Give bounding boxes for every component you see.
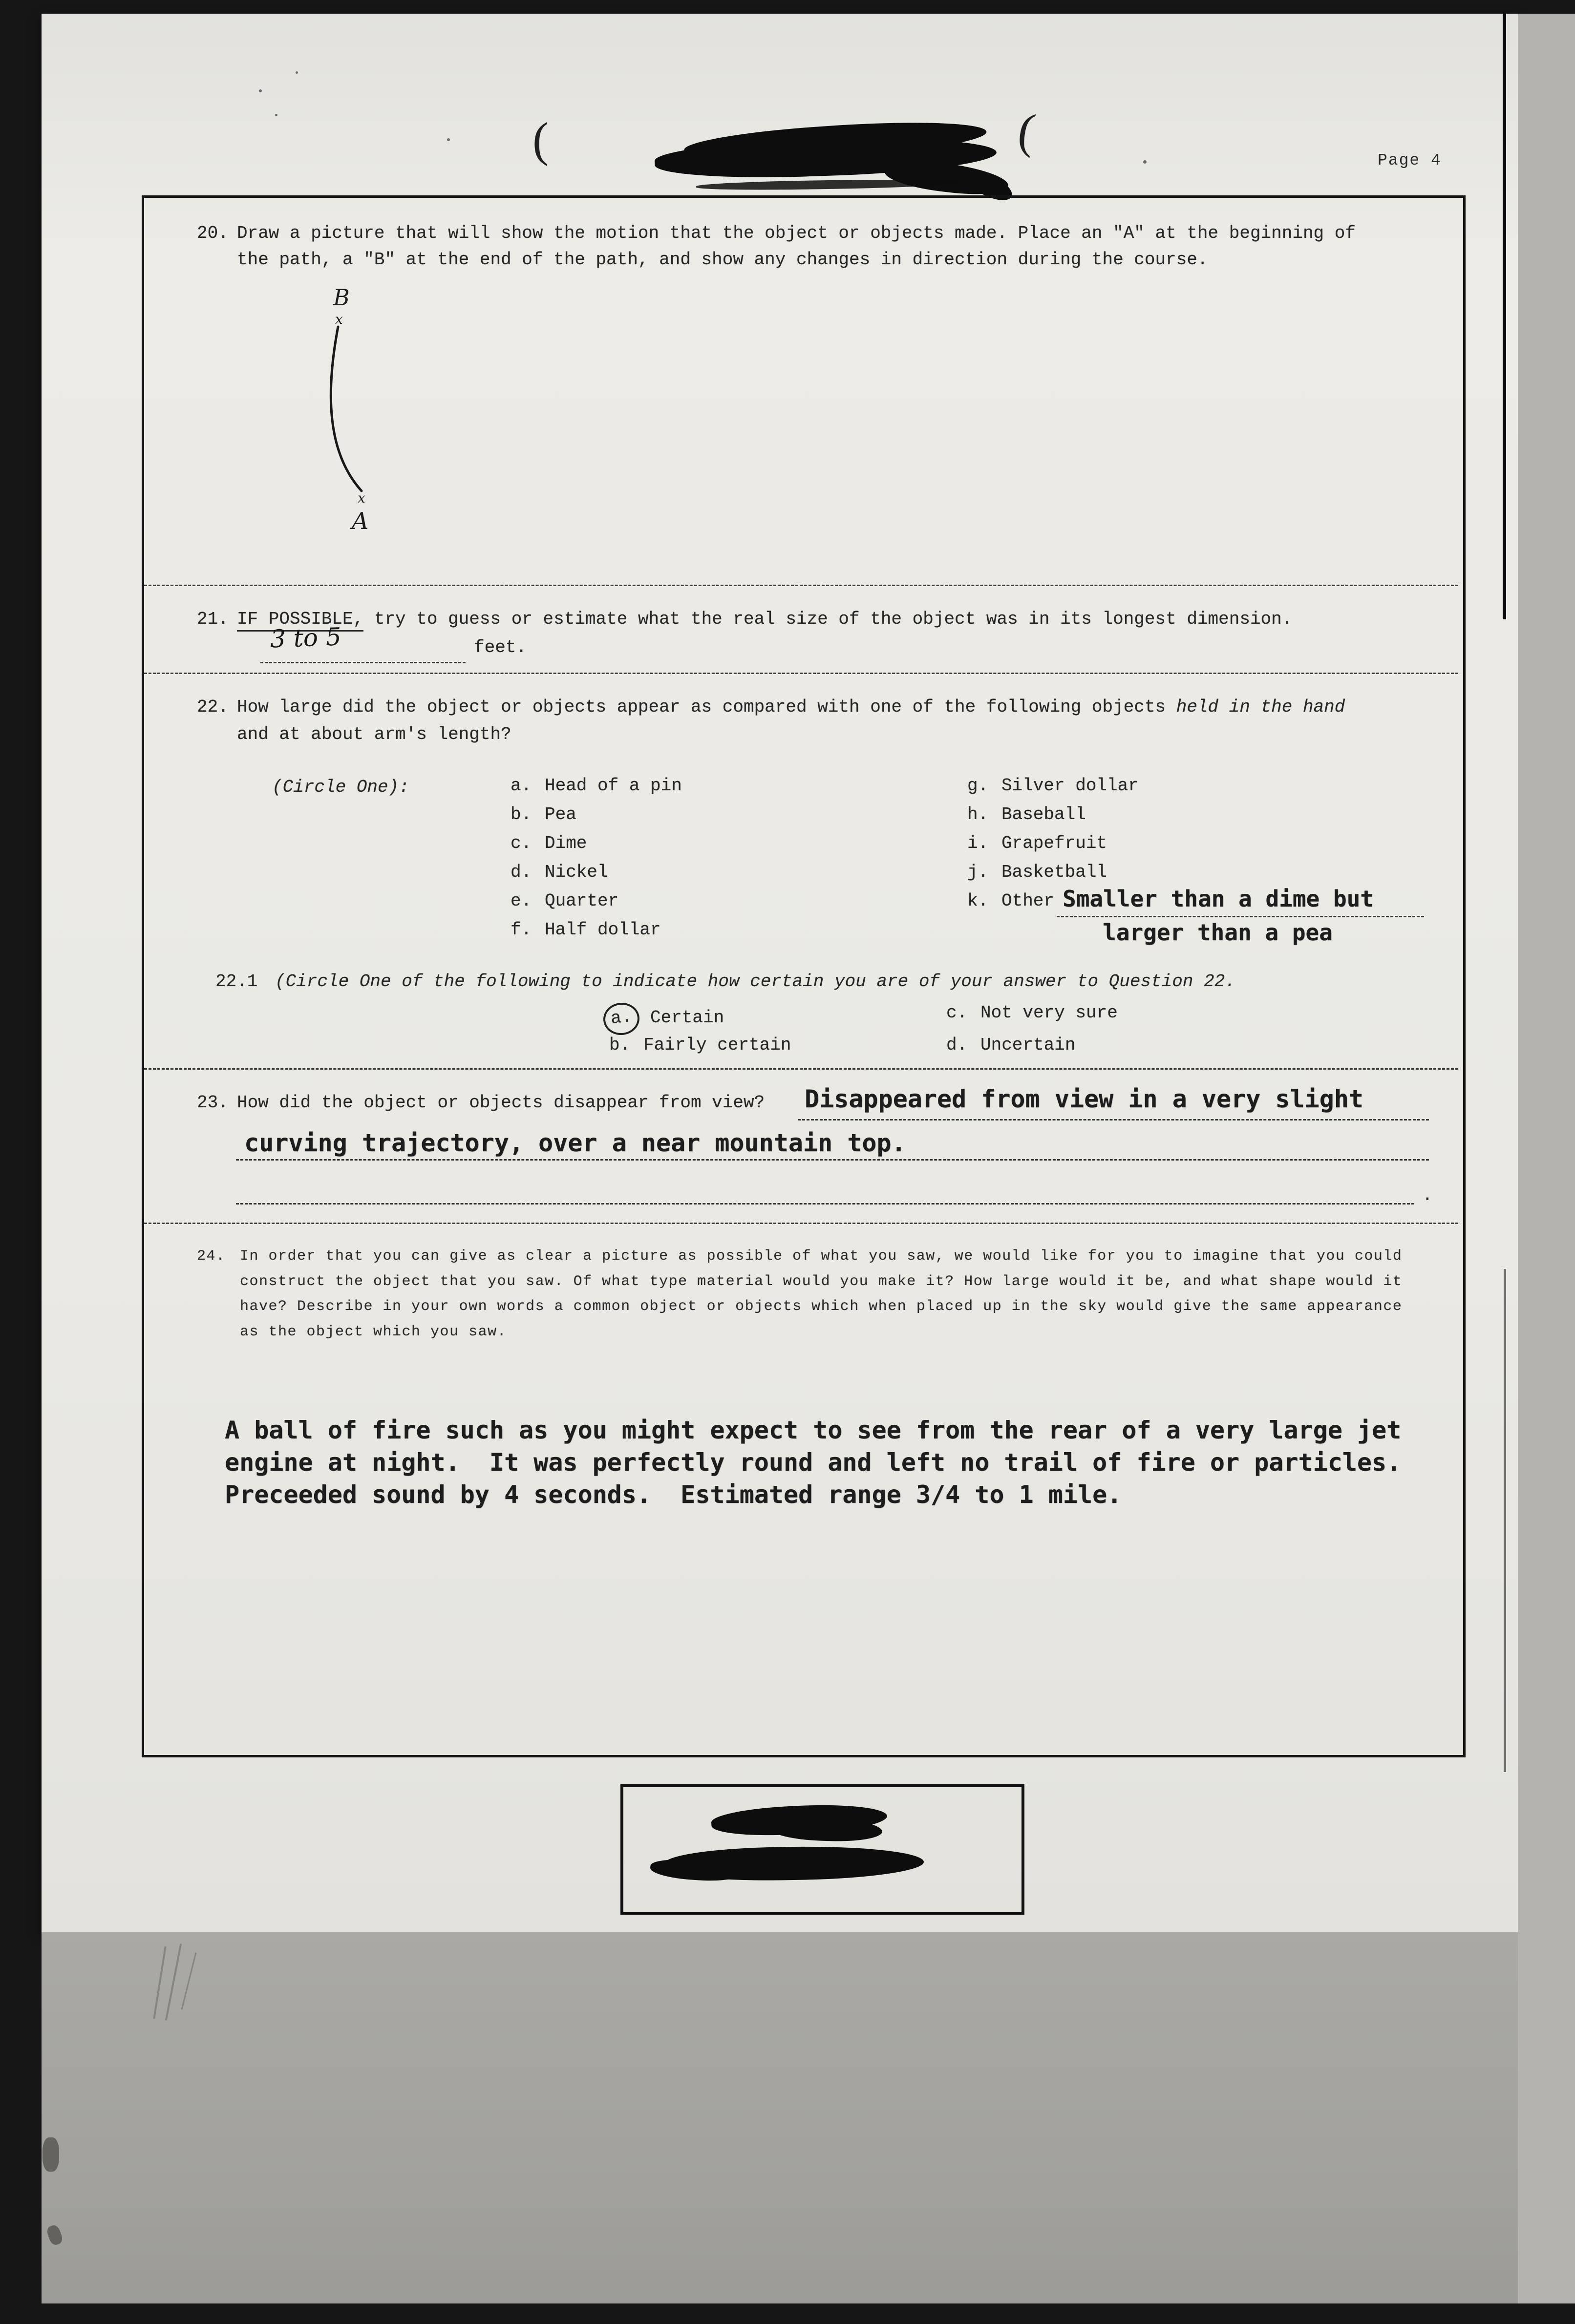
separator-line bbox=[144, 585, 1458, 586]
option-label: Fairly certain bbox=[643, 1035, 791, 1055]
page-number: Page 4 bbox=[1378, 151, 1442, 169]
option-label: Nickel bbox=[545, 862, 608, 882]
q23-trailing-period: . bbox=[1422, 1185, 1433, 1205]
q21-number: 21. bbox=[197, 609, 229, 629]
q24-number: 24. bbox=[197, 1248, 226, 1265]
q22-option-k bbox=[967, 891, 1054, 911]
option-label: Dime bbox=[545, 833, 587, 853]
q22-1-option-a-circled bbox=[603, 1003, 724, 1035]
option-letter: c. bbox=[946, 1003, 968, 1023]
scan-line-right bbox=[1503, 14, 1506, 619]
option-label: Certain bbox=[650, 1008, 724, 1028]
q20-text: Draw a picture that will show the motion that the object or objects made. Place an "A" at the beginning of the path, a "B" at the end of the path, and show any changes in direction during the course. bbox=[237, 223, 1356, 270]
scan-scratch bbox=[181, 1952, 197, 2009]
q22-other-answer-line2: larger than a pea bbox=[1103, 919, 1333, 946]
scan-smudge bbox=[45, 2224, 64, 2246]
q22-1-option-d bbox=[946, 1035, 1075, 1055]
q22-1-option-b bbox=[609, 1035, 791, 1055]
q23-answer-line1: Disappeared from view in a very slight bbox=[805, 1085, 1363, 1113]
scan-speck bbox=[296, 71, 298, 74]
q23-text: How did the object or objects disappear from view? bbox=[237, 1093, 765, 1113]
option-label: Half dollar bbox=[545, 920, 661, 940]
q22-1-option-c bbox=[946, 1003, 1118, 1023]
option-label: Not very sure bbox=[980, 1003, 1118, 1023]
redaction-mark-top bbox=[655, 119, 1026, 204]
scan-speck bbox=[275, 114, 277, 116]
q22-option-j bbox=[967, 862, 1107, 882]
scanner-background bbox=[42, 1932, 1518, 2303]
q23-answer-line2: curving trajectory, over a near mountain top. bbox=[244, 1129, 906, 1157]
motion-path bbox=[331, 327, 362, 491]
q22-option-h bbox=[967, 804, 1086, 824]
questionnaire-box bbox=[142, 195, 1466, 1757]
q23-number: 23. bbox=[197, 1093, 229, 1113]
q21-text-emphasis: IF POSSIBLE, bbox=[237, 609, 363, 632]
circled-option-letter: a. bbox=[602, 1001, 641, 1036]
option-letter: g. bbox=[967, 776, 989, 796]
separator-line bbox=[144, 1068, 1458, 1070]
option-letter: b. bbox=[609, 1035, 631, 1055]
option-letter: b. bbox=[511, 804, 532, 824]
option-label: Basketball bbox=[1001, 862, 1107, 882]
scan-scratch bbox=[153, 1946, 166, 2019]
redaction-smudge bbox=[696, 178, 960, 191]
paren-artifact-right: ( bbox=[1015, 103, 1039, 159]
option-label: Head of a pin bbox=[545, 776, 682, 796]
scan-speck bbox=[259, 89, 262, 92]
option-label: Silver dollar bbox=[1001, 776, 1139, 796]
paren-artifact-left: ( bbox=[532, 112, 549, 167]
q20-number: 20. bbox=[197, 223, 229, 243]
option-label: Other bbox=[1001, 891, 1055, 911]
q21-answer-handwritten: 3 to 5 bbox=[270, 622, 342, 654]
q22-option-d bbox=[511, 862, 608, 882]
option-letter: k. bbox=[967, 891, 989, 911]
option-letter: d. bbox=[511, 862, 532, 882]
redaction-box-bottom bbox=[620, 1784, 1024, 1915]
q23-answer-underline-1 bbox=[798, 1119, 1429, 1120]
option-letter: d. bbox=[946, 1035, 968, 1055]
option-label: Baseball bbox=[1001, 804, 1086, 824]
q21-text bbox=[237, 606, 1292, 633]
scan-speck bbox=[447, 138, 450, 141]
motion-drawing bbox=[313, 282, 420, 541]
option-letter: f. bbox=[511, 920, 532, 940]
q22-number: 22. bbox=[197, 697, 229, 717]
option-letter: i. bbox=[967, 833, 989, 853]
option-letter: h. bbox=[967, 804, 989, 824]
q21-unit-label: feet. bbox=[474, 637, 527, 657]
path-end-x-mark: x bbox=[335, 311, 343, 327]
scan-line-right bbox=[1504, 1269, 1506, 1772]
scan-edge-strip bbox=[1518, 14, 1575, 2303]
q22-option-f bbox=[511, 920, 661, 940]
option-letter: j. bbox=[967, 862, 989, 882]
option-label: Pea bbox=[545, 804, 576, 824]
q22-1-number: 22.1 bbox=[215, 972, 258, 992]
option-label: Grapefruit bbox=[1001, 833, 1107, 853]
separator-line bbox=[144, 673, 1458, 674]
q24-text: In order that you can give as clear a picture as possible of what you saw, we would like for you to imagine that you could construct the object that you saw. Of what type material would you make it? How large would it be, and what shape would it have? Describe in your own words a common object or objects which when placed up in the sky would give the same appearance as the object which you saw. bbox=[240, 1248, 1403, 1340]
q22-option-i bbox=[967, 833, 1107, 853]
q23-answer-underline-2 bbox=[236, 1159, 1429, 1161]
q22-option-g bbox=[967, 776, 1139, 796]
q22-1-text: (Circle One of the following to indicate how certain you are of your answer to Question 22. bbox=[275, 972, 1235, 992]
paper-sheet bbox=[42, 14, 1518, 1932]
option-letter: e. bbox=[511, 891, 532, 911]
circle-one-label: (Circle One): bbox=[272, 777, 409, 797]
q22-other-underline bbox=[1057, 916, 1424, 917]
q22-text-line1 bbox=[237, 694, 1345, 720]
q22-option-e bbox=[511, 891, 618, 911]
q22-option-c bbox=[511, 833, 587, 853]
q22-text-italic: held in the hand bbox=[1176, 697, 1345, 717]
path-start-x-mark: x bbox=[358, 490, 365, 506]
path-start-label: A bbox=[352, 507, 369, 535]
path-end-label: B bbox=[333, 284, 350, 311]
option-label: Uncertain bbox=[980, 1035, 1076, 1055]
q22-other-answer-line1: Smaller than a dime but bbox=[1063, 886, 1374, 912]
q22-option-b bbox=[511, 804, 576, 824]
scan-smudge bbox=[43, 2137, 59, 2172]
option-letter: a. bbox=[511, 776, 532, 796]
separator-line bbox=[144, 1223, 1458, 1224]
option-letter: c. bbox=[511, 833, 532, 853]
q23-answer-underline-3 bbox=[236, 1203, 1414, 1204]
q22-option-a bbox=[511, 776, 682, 796]
q21-text-rest: try to guess or estimate what the real size of the object was in its longest dimension. bbox=[363, 609, 1293, 629]
scan-scratch bbox=[165, 1944, 182, 2021]
q21-answer-underline bbox=[260, 662, 466, 663]
q24-answer: A ball of fire such as you might expect to see from the rear of a very large jet engine at night. It was perfectly round and left no trail of fire or particles. Preceeded sound by 4 seconds. Estimated range 3/4 to 1 mile. bbox=[225, 1416, 1431, 1509]
scan-speck bbox=[1143, 160, 1147, 164]
q22-text-line2: and at about arm's length? bbox=[237, 724, 511, 744]
q22-text-start: How large did the object or objects appear as compared with one of the following objects bbox=[237, 697, 1176, 717]
option-label: Quarter bbox=[545, 891, 619, 911]
